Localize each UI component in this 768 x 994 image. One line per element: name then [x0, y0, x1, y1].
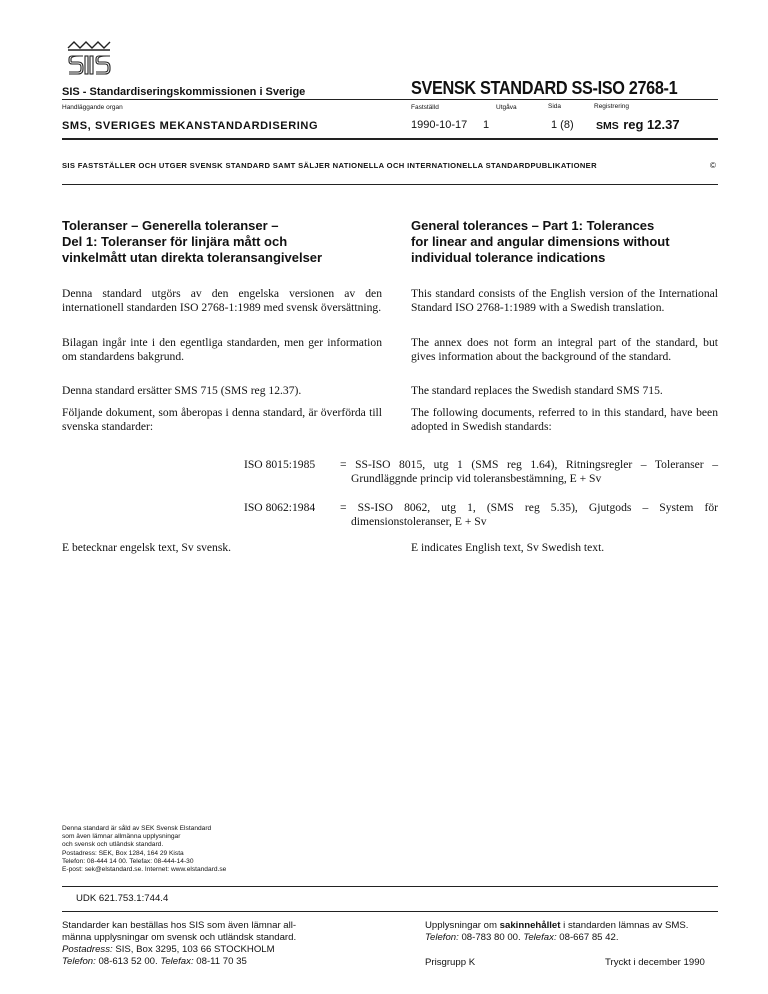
language-note-sv: E betecknar engelsk text, Sv svensk. — [62, 541, 232, 554]
handlaggande-label: Handläggande organ — [62, 104, 123, 111]
title-en-line-1: General tolerances – Part 1: Tolerances — [411, 218, 655, 233]
title-english — [411, 218, 721, 266]
utgava-label: Utgåva — [496, 104, 517, 111]
right-telefax-label: Telefax: — [523, 932, 557, 943]
paragraph-sv-4: Följande dokument, som åberopas i denna standard, är överförda till svenska standarder: — [62, 406, 382, 434]
paragraph-en-2: The annex does not form an integral part of the standard, but gives information about the background of the standard. — [411, 336, 718, 364]
right-telefon-label: Telefon: — [425, 932, 459, 943]
telefax-label: Telefax: — [160, 956, 194, 967]
udk-divider-bottom — [62, 911, 718, 912]
reference-code-1: ISO 8015:1985 — [244, 458, 316, 471]
footer-phone-fax — [62, 956, 372, 968]
header-divider-top — [62, 99, 718, 100]
registrering-number: reg 12.37 — [623, 117, 680, 132]
paragraph-sv-3: Denna standard ersätter SMS 715 (SMS reg 12.37). — [62, 384, 302, 397]
title-sv-line-3: vinkelmått utan direkta toleransangivelser — [62, 250, 323, 265]
footer-right-phone-fax — [425, 932, 725, 944]
faststalld-value: 1990-10-17 — [411, 119, 468, 131]
title-sv-line-1: Toleranser – Generella toleranser – — [62, 218, 279, 233]
reference-text-2: = SS-ISO 8062, utg 1, (SMS reg 5.35), Gjutgods – System för dimensionstoleranser, E + Sv — [340, 501, 718, 529]
title-swedish — [62, 218, 392, 266]
paragraph-en-3: The standard replaces the Swedish standard SMS 715. — [411, 384, 663, 397]
telefon-value: 08-613 52 00. — [98, 956, 158, 967]
org-title: SIS - Standardiseringskommissionen i Sverige — [62, 86, 306, 98]
banner-divider — [62, 184, 718, 185]
footer-ordering-info — [62, 920, 372, 968]
paragraph-sv-1: Denna standard utgörs av den engelska versionen av den internationell standarden ISO 2768-1:1989 med svensk översättning. — [62, 287, 382, 315]
sek-note-line: som även lämnar allmänna upplysningar — [62, 833, 181, 841]
title-sv-line-2: Del 1: Toleranser för linjära mått och — [62, 234, 288, 249]
banner-text: SIS FASTSTÄLLER OCH UTGER SVENSK STANDARD SAMT SÄLJER NATIONELLA OCH INTERNATIONELLA STANDARDPUBLIKATIONER — [62, 161, 597, 170]
paragraph-en-1: This standard consists of the English version of the International Standard ISO 2768-1:1989 with a Swedish translation. — [411, 287, 718, 315]
sek-note-line: Postadress: SEK, Box 1284, 164 29 Kista — [62, 849, 184, 857]
sida-value: 1 (8) — [551, 119, 574, 131]
right-bold: sakinnehållet — [499, 920, 561, 931]
registrering-label: Registrering — [594, 103, 630, 110]
sek-note — [62, 825, 226, 874]
header-divider-bottom — [62, 138, 718, 140]
title-en-line-3: individual tolerance indications — [411, 250, 606, 265]
udk-code: UDK 621.753.1:744.4 — [76, 893, 169, 904]
sek-note-line: Denna standard är såld av SEK Svensk Elstandard — [62, 825, 212, 832]
right-telefon-value: 08-783 80 00. — [461, 932, 521, 943]
sek-note-line: och svensk och utländsk standard. — [62, 841, 164, 849]
telefax-value: 08-11 70 35 — [196, 956, 247, 967]
sek-note-line: E-post: sek@elstandard.se. Internet: www.elstandard.se — [62, 866, 227, 874]
footer-right-line-1 — [425, 920, 725, 932]
sida-label: Sida — [548, 103, 562, 110]
postadress-label: Postadress: — [62, 944, 113, 955]
paragraph-sv-2: Bilagan ingår inte i den egentliga standarden, men ger information om standardens bakgrund. — [62, 336, 382, 364]
prisgrupp: Prisgrupp K — [425, 957, 476, 968]
right-telefax-value: 08-667 85 42. — [559, 932, 619, 943]
footer-content-info — [425, 920, 725, 944]
title-en-line-2: for linear and angular dimensions without — [411, 234, 670, 249]
sek-note-line: Telefon: 08-444 14 00. Telefax: 08-444-14-30 — [62, 857, 194, 865]
standard-title: SVENSK STANDARD SS-ISO 2768-1 — [411, 77, 678, 98]
faststalld-label: Fastställd — [411, 104, 439, 111]
tryckt-date: Tryckt i december 1990 — [605, 957, 705, 968]
paragraph-en-4: The following documents, referred to in this standard, have been adopted in Swedish standards: — [411, 406, 718, 434]
copyright-symbol: © — [710, 161, 716, 170]
right-pre: Upplysningar om — [425, 920, 497, 931]
footer-left-line-1: Standarder kan beställas hos SIS som även lämnar all- — [62, 920, 297, 931]
reference-code-2: ISO 8062:1984 — [244, 501, 316, 514]
udk-divider-top — [62, 886, 718, 887]
utgava-value: 1 — [483, 119, 490, 131]
footer-postadress — [62, 944, 372, 956]
postadress-value: SIS, Box 3295, 103 66 STOCKHOLM — [115, 944, 275, 955]
reference-text-1: = SS-ISO 8015, utg 1 (SMS reg 1.64), Ritningsregler – Toleranser – Grundläggnde princip vid toleransbestämning, E + Sv — [340, 458, 718, 486]
right-post: i standarden lämnas av SMS. — [563, 920, 689, 931]
telefon-label: Telefon: — [62, 956, 96, 967]
sis-logo — [64, 40, 114, 80]
organ-value: SMS, SVERIGES MEKANSTANDARDISERING — [62, 120, 319, 132]
footer-left-line-2: männa upplysningar om svensk och utländsk standard. — [62, 932, 297, 943]
registrering-value — [596, 116, 680, 134]
language-note-en: E indicates English text, Sv Swedish text. — [411, 541, 605, 554]
registrering-prefix: SMS — [596, 120, 619, 132]
